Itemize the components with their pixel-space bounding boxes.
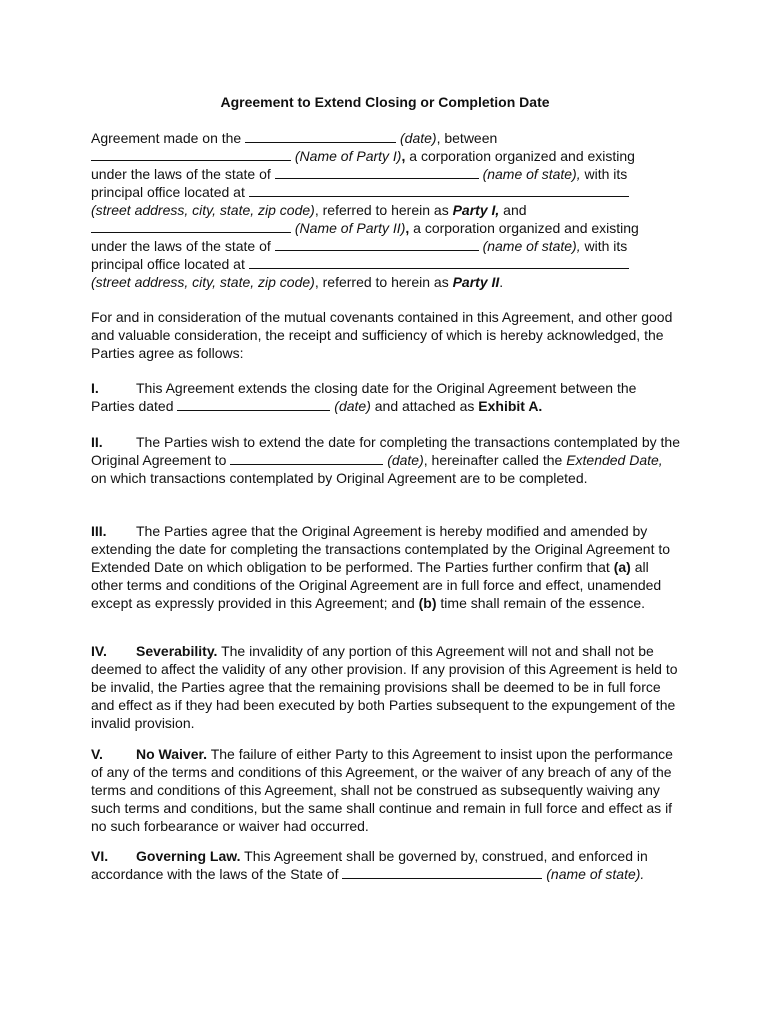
section-number: II. bbox=[91, 434, 103, 450]
parties-block bbox=[91, 129, 681, 291]
parties-line-9: (street address, city, state, zip code), referred to herein as Party II. bbox=[91, 274, 504, 290]
party-2-state-blank[interactable] bbox=[275, 237, 479, 251]
section-2: II. The Parties wish to extend the date for completing the transactions contemplated by the Original Agreement to (date), hereinafter called the Extended Date, on which transactions contemplated by Original Agreement are to be completed. bbox=[91, 434, 680, 486]
section-number: V. bbox=[91, 746, 103, 762]
section-heading: Governing Law. bbox=[136, 848, 241, 864]
section-number: IV. bbox=[91, 643, 107, 659]
parties-line-8: principal office located at bbox=[91, 255, 681, 273]
consideration-paragraph: For and in consideration of the mutual covenants contained in this Agreement, and other good and valuable consideration, the receipt and sufficiency of which is hereby acknowledged, the Parties agree as follows: bbox=[91, 309, 673, 361]
party-2-name-blank[interactable] bbox=[91, 219, 291, 233]
parties-line-1: Agreement made on the (date), between bbox=[91, 130, 498, 146]
parties-line-2: (Name of Party I), a corporation organized and existing bbox=[91, 147, 681, 165]
section-3: III. The Parties agree that the Original Agreement is hereby modified and amended by extending the date for completing the transactions contemplated by the Original Agreement to Extended Date on which obligation to be performed. The Parties further confirm that (a) all other terms and conditions of the Original Agreement are in full force and effect, unamended except as expressly provided in this Agreement; and (b) time shall remain of the essence. bbox=[91, 523, 671, 611]
parties-line-3: under the laws of the state of (name of state), with its bbox=[91, 166, 628, 182]
section-number: I. bbox=[91, 380, 99, 396]
party-1-state-blank[interactable] bbox=[275, 165, 479, 179]
section-number: III. bbox=[91, 523, 107, 539]
parties-line-6: (Name of Party II), a corporation organized and existing bbox=[91, 219, 681, 237]
section-number: VI. bbox=[91, 848, 109, 864]
parties-line-7: under the laws of the state of (name of state), with its bbox=[91, 238, 628, 254]
parties-line-4: principal office located at bbox=[91, 183, 681, 201]
section-5: V. No Waiver. The failure of either Party to this Agreement to insist upon the performance of any of the terms and conditions of this Agreement, or the waiver of any breach of any of the terms and conditions of this Agreement, shall not be construed as subsequently waiving any such terms and conditions, but the same shall continue and remain in full force and effect as if no such forbearance or waiver had occurred. bbox=[91, 746, 673, 834]
governing-state-blank[interactable] bbox=[342, 865, 542, 879]
parties-line-5: (street address, city, state, zip code), referred to herein as Party I, and bbox=[91, 202, 527, 218]
party-1-name-blank[interactable] bbox=[91, 147, 291, 161]
section-heading: Severability. bbox=[136, 643, 218, 659]
original-agreement-date-blank[interactable] bbox=[177, 397, 330, 411]
section-6: VI. Governing Law. This Agreement shall be governed by, construed, and enforced in accordance with the laws of the State of (name of state). bbox=[91, 848, 648, 882]
date-blank[interactable] bbox=[245, 129, 396, 143]
section-1: I. This Agreement extends the closing date for the Original Agreement between the Parties dated (date) and attached as Exhibit A. bbox=[91, 380, 637, 414]
document-title: Agreement to Extend Closing or Completion Date bbox=[220, 94, 550, 110]
section-4: IV. Severability. The invalidity of any portion of this Agreement will not and shall not be deemed to affect the validity of any other provision. If any provision of this Agreement is held to be invalid, the Parties agree that the remaining provisions shall be deemed to be in full force and effect as if they had been executed by both Parties subsequent to the expungement of the invalid provision. bbox=[91, 643, 678, 731]
party-2-address-blank[interactable] bbox=[249, 255, 629, 269]
party-1-address-blank[interactable] bbox=[249, 183, 629, 197]
extended-date-blank[interactable] bbox=[230, 451, 383, 465]
section-heading: No Waiver. bbox=[136, 746, 208, 762]
